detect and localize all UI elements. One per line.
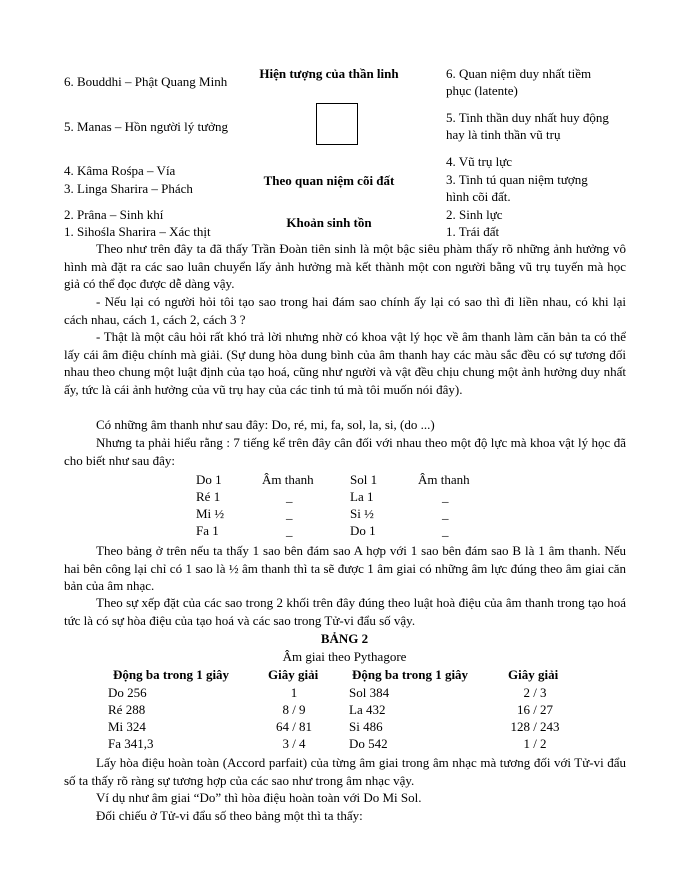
pythagore-cell: La 432: [349, 702, 386, 717]
pythagore-cell: Do 542: [349, 736, 388, 751]
bang2-title: BẢNG 2: [320, 631, 369, 646]
pythagore-cell: Mi 324: [108, 719, 146, 734]
mid-heading-3: Khoản sinh tồn: [286, 215, 372, 230]
paragraph-9: Ví dụ như âm giai “Do” thì hòa điệu hoàn toàn với Do Mi Sol.: [96, 790, 422, 805]
notes-cell: Âm thanh: [418, 472, 470, 487]
level-2-left: 2. Prâna – Sinh khí: [64, 207, 164, 222]
paragraph-3: - Thật là một câu hỏi rất khó trả lời nhưng nhờ có khoa vật lý học về âm thanh làm căn bản ta có thể lấy cái âm điệu chính mà giải. (Sự dung hòa dung bình của âm thanh hay các màu sắc đều có sự tương đối nhau theo chung một luật định của tạo hoá, cũng như người và vật đều chịu chung một ảnh hưởng duy nhất ấy, tức là cái ảnh hưởng của vũ trụ hay của các tinh tú mà tôi muốn nói đây).: [64, 329, 626, 397]
notes-cell: Do 1: [196, 472, 222, 487]
pythagore-cell: Do 256: [108, 685, 147, 700]
pythagore-header-row: [0, 666, 689, 683]
right-line-2: phục (latente): [446, 83, 518, 98]
pythagore-cell: 64 / 81: [275, 719, 313, 734]
notes-cell: _: [442, 523, 449, 538]
mid-heading-2: Theo quan niệm cõi đất: [263, 173, 395, 188]
pythagore-cell: 128 / 243: [510, 719, 560, 734]
square-box: [316, 103, 358, 145]
pythagore-cell: 1 / 2: [523, 736, 547, 751]
header-cell: Giây giải: [268, 667, 319, 682]
paragraph-8: Lấy hòa điệu hoàn toàn (Accord parfait) của từng âm giai trong âm nhạc mà tương đối với Tử-vi đẩu số ta thấy rõ ràng sự tương hợp của các sao như trong âm nhạc vậy.: [64, 755, 626, 788]
notes-row: [0, 471, 689, 488]
mid-heading-1: Hiện tượng của thần linh: [259, 66, 399, 81]
right-line-4: hay là tinh thần vũ trụ: [446, 127, 561, 142]
notes-cell: Sol 1: [350, 472, 378, 487]
notes-cell: Si ½: [350, 506, 374, 521]
paragraph-4: Có những âm thanh như sau đây: Do, ré, mi, fa, sol, la, si, (do ...): [96, 417, 435, 432]
notes-cell: _: [286, 489, 293, 504]
pythagore-row: [0, 718, 689, 735]
pythagore-cell: 2 / 3: [523, 685, 547, 700]
notes-cell: Ré 1: [196, 489, 221, 504]
notes-cell: _: [442, 506, 449, 521]
notes-row: [0, 488, 689, 505]
pythagore-cell: Ré 288: [108, 702, 146, 717]
notes-cell: Âm thanh: [262, 472, 314, 487]
notes-cell: _: [286, 523, 293, 538]
pythagore-cell: 1: [290, 685, 298, 700]
paragraph-1: Theo như trên đây ta đã thấy Trần Đoàn tiên sinh là một bậc siêu phàm thấy rõ những ảnh hưởng vô hình mà đặt ra các sao luân chuyển lấy ảnh hưởng mà kết thành một con người bằng vũ trụ tuyến mà học giả có thể đọc được dễ dàng vậy.: [64, 241, 626, 291]
level-3-left: 3. Linga Sharira – Phách: [64, 181, 193, 196]
right-line-6: 3. Tinh tú quan niệm tượng: [446, 172, 588, 187]
notes-cell: _: [442, 489, 449, 504]
notes-cell: La 1: [350, 489, 374, 504]
notes-cell: Do 1: [350, 523, 376, 538]
pythagore-row: [0, 735, 689, 752]
header-cell: Động ba trong 1 giây: [352, 667, 469, 682]
paragraph-2: - Nếu lại có người hỏi tôi tạo sao trong hai đám sao chính ấy lại có sao thì đi liền nhau, có khi lại cách nhau, cách 1, cách 2, cách 3 ?: [64, 294, 626, 327]
paragraph-6: Theo bảng ở trên nếu ta thấy 1 sao bên đám sao A hợp với 1 sao bên đám sao B là 1 âm thanh. Nếu hai bên công lại chỉ có 1 sao là ½ âm thanh thì ta sẽ được 1 âm giai có những âm lực đúng theo âm giai căn bản của âm nhạc.: [64, 543, 626, 593]
pythagore-cell: 16 / 27: [516, 702, 554, 717]
notes-row: [0, 522, 689, 539]
level-1-left: 1. Sihośla Sharira – Xác thịt: [64, 224, 211, 239]
pythagore-cell: 3 / 4: [282, 736, 306, 751]
notes-cell: Mi ½: [196, 506, 225, 521]
pythagore-cell: Sol 384: [349, 685, 390, 700]
header-cell: Động ba trong 1 giây: [113, 667, 230, 682]
level-5-left: 5. Manas – Hồn người lý tưởng: [64, 119, 228, 134]
pythagore-row: [0, 701, 689, 718]
paragraph-10: Đối chiếu ở Tử-vi đẩu số theo bảng một thì ta thấy:: [96, 808, 363, 823]
right-line-7: hình cõi đất.: [446, 189, 511, 204]
right-line-5: 4. Vũ trụ lực: [446, 154, 513, 169]
right-line-8: 2. Sinh lực: [446, 207, 503, 222]
right-line-3: 5. Tinh thần duy nhất huy động: [446, 110, 609, 125]
notes-cell: Fa 1: [196, 523, 219, 538]
pythagore-cell: 8 / 9: [282, 702, 306, 717]
pythagore-cell: Si 486: [349, 719, 383, 734]
header-cell: Giây giải: [508, 667, 559, 682]
pythagore-cell: Fa 341,3: [108, 736, 154, 751]
notes-cell: _: [286, 506, 293, 521]
right-line-9: 1. Trái đất: [446, 224, 500, 239]
pythagore-row: [0, 684, 689, 701]
right-line-1: 6. Quan niệm duy nhất tiềm: [446, 66, 592, 81]
paragraph-7: Theo sự xếp đặt của các sao trong 2 khối trên đây đúng theo luật hoà điệu của âm thanh trong tạo hoá tức là có sự hòa điệu của tạo hoá và các sao trong Tử-vi đẩu số vậy.: [64, 595, 626, 628]
bang2-subtitle: Âm giai theo Pythagore: [282, 649, 407, 664]
paragraph-5: Nhưng ta phải hiểu rằng : 7 tiếng kể trên đây cân đối với nhau theo một độ lực mà khoa vật lý học đã cho biết như sau đây:: [64, 435, 626, 468]
notes-row: [0, 505, 689, 522]
level-4-left: 4. Kâma Rośpa – Vía: [64, 163, 176, 178]
level-6-left: 6. Bouddhi – Phật Quang Minh: [64, 74, 228, 89]
